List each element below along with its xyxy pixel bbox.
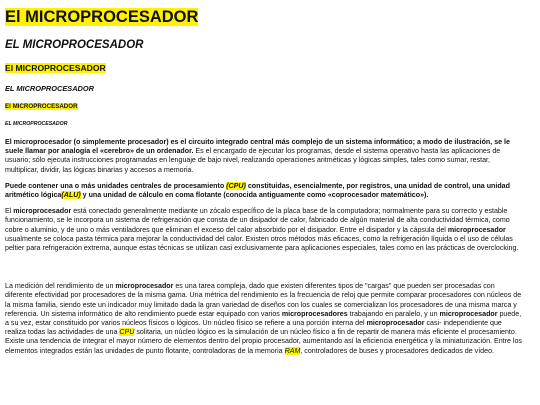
heading-2: EL MICROPROCESADOR xyxy=(5,39,144,51)
perf-cpu-highlight: CPU xyxy=(119,328,135,337)
perf-text-d: trabajando en paralelo, y un xyxy=(347,309,440,318)
spacer xyxy=(5,253,523,282)
perf-text-h: , controladores de buses y procesadores dedicados de vídeo. xyxy=(300,346,494,355)
paragraph-intro xyxy=(5,138,523,175)
cooling-text-d: usualmente se coloca pasta térmica para mejorar la conductividad del calor. Existen otros métodos más eficaces, como la refrigeración líquida o el uso de células peltier para refrigeración extrema, aunque estas técnicas se utilizan casi exclusivamente para aplicaciones especiales, tales como en las prácticas de overclocking. xyxy=(5,234,519,253)
perf-text-c: es una tarea compleja, dado que existen diferentes tipos de "cargas" que pueden ser procesadas con diferente efectividad por procesadores de la misma gama. Una métrica del rendimiento es la frecuencia de reloj que permite comparar procesadores con núcleos de la misma familia, siendo este un indicador muy limitado dada la gran variedad de diseños con los cuales se comercializan los procesadores de una misma marca y referencia. Un sistema informático de alto rendimiento puede estar equipado con varios xyxy=(5,282,522,318)
heading-1-text: El MICROPROCESADOR xyxy=(5,8,199,26)
cooling-text-c: está conectado generalmente mediante un zócalo específico de la placa base de la computadora; normalmente para su correcto y estable funcionamiento, se le incorpora un sistema de refrigeración que consta de un disipador de calor, fabricado de algún material de alta conductividad térmica, como cobre o aluminio, y de uno o más ventiladores que eliminan el exceso del calor absorbido por el disipador. Entre el disipador y la cápsula del xyxy=(5,207,510,234)
paragraph-performance xyxy=(5,282,523,356)
intro-rest-text: Es el encargado de ejecutar los programas, desde el sistema operativo hasta las aplicaciones de usuario; sólo ejecuta instrucciones programadas en lenguaje de bajo nivel, realizando operaciones aritméticas y lógicas simples, tales como sumar, restar, multiplicar, dividir, las lógicas binarias y accesos a memoria. xyxy=(5,147,501,174)
perf-bold-4: microprocesador xyxy=(366,319,425,328)
intro-bold-text: El microprocesador (o simplemente procesador) es el circuito integrado central más complejo de un sistema informático; a modo de ilustración, se le suele llamar por analogía el «cerebro» de un ordenador. xyxy=(5,138,510,156)
perf-text-e: puede, a su vez, estar constituido por varios núcleos físicos o lógicos. Un núcleo físico se refiere a una porción interna del xyxy=(5,309,522,328)
heading-5-text: El MICROPROCESADOR xyxy=(5,103,78,110)
alu-highlight: (ALU) xyxy=(61,191,81,200)
cpu-highlight: (CPU) xyxy=(226,181,246,190)
components-text-b: constituidas, esencialmente, por registros, una unidad de control, una unidad aritmético lógica xyxy=(5,181,510,200)
perf-bold-1: microprocesador xyxy=(115,282,174,291)
components-text-a: Puede contener una o más unidades centrales de procesamiento xyxy=(5,181,227,190)
heading-3 xyxy=(5,63,523,74)
perf-text-a: La medición del rendimiento de un xyxy=(5,282,116,291)
components-text-c: y una unidad de cálculo en coma flotante (conocida antiguamente como «coprocesador matemático»). xyxy=(80,191,429,200)
heading-6: EL MICROPROCESADOR xyxy=(5,121,68,127)
perf-text-g: solitaria, un núcleo lógico es la simulación de un núcleo físico a fin de repartir de manera más eficiente el procesamiento. Existe una tendencia de integrar el mayor número de elementos dentro del propio procesador, aumentando así la eficiencia energética y la miniaturización. Entre los elementos integrados están las unidades de punto flotante, controladoras de la memoria xyxy=(5,328,522,355)
perf-bold-3: microprocesador xyxy=(439,309,498,318)
paragraph-cooling xyxy=(5,207,523,253)
paragraph-components xyxy=(5,182,523,200)
cooling-bold-2: microprocesador xyxy=(447,225,506,234)
heading-1 xyxy=(5,8,523,27)
ram-highlight: RAM xyxy=(284,346,301,355)
cooling-bold-1: microprocesador xyxy=(13,207,72,216)
perf-text-f: casi- independiente que realiza todas las actividades de una xyxy=(5,319,502,337)
perf-bold-2: microprocesadores xyxy=(281,309,348,318)
heading-5 xyxy=(5,103,523,111)
cooling-text-a: El xyxy=(5,207,14,216)
heading-4: EL MICROPROCESADOR xyxy=(5,84,94,93)
heading-3-text: El MICROPROCESADOR xyxy=(5,63,106,73)
